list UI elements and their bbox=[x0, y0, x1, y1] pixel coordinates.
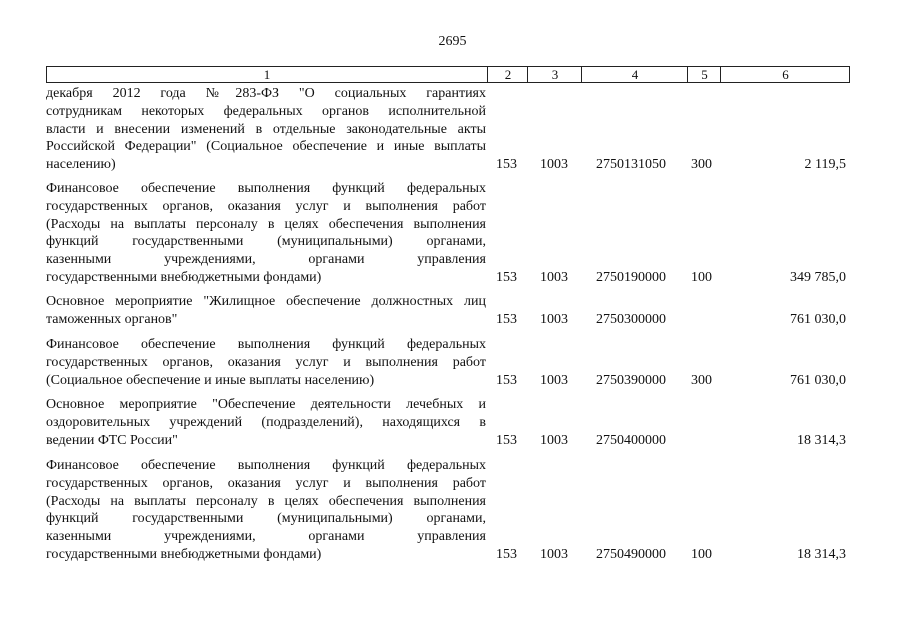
cell-col-5: 300 bbox=[691, 373, 712, 389]
cell-col-3: 1003 bbox=[540, 270, 568, 286]
description-line: (Расходы на выплаты персоналу в целях обеспечения выполнения bbox=[46, 216, 486, 232]
cell-col-4: 2750400000 bbox=[596, 433, 666, 449]
cell-col-5: 300 bbox=[691, 157, 712, 173]
table-row bbox=[46, 293, 850, 329]
description-line: таможенных органов" bbox=[46, 311, 178, 327]
description-line: ведении ФТС России" bbox=[46, 432, 178, 448]
cell-col-3: 1003 bbox=[540, 157, 568, 173]
cell-col-4: 2750300000 bbox=[596, 312, 666, 328]
row-description bbox=[46, 293, 486, 329]
cell-col-5: 100 bbox=[691, 547, 712, 563]
description-line: казенными учреждениями, органами управления bbox=[46, 529, 486, 545]
description-line: государственных органов, оказания услуг и выполнения работ bbox=[46, 475, 486, 491]
header-col-3: 3 bbox=[527, 67, 582, 82]
description-line: Российской Федерации" (Социальное обеспечение и иные выплаты bbox=[46, 139, 486, 155]
cell-col-2: 153 bbox=[496, 433, 517, 449]
table-row bbox=[46, 336, 850, 390]
page-number: 2695 bbox=[438, 34, 467, 49]
description-line: государственных органов, оказания услуг и выполнения работ bbox=[46, 198, 486, 214]
cell-col-4: 2750490000 bbox=[596, 547, 666, 563]
table-row bbox=[46, 396, 850, 450]
description-line: Основное мероприятие "Жилищное обеспечение должностных лиц bbox=[46, 294, 486, 309]
description-line: государственных органов, оказания услуг и выполнения работ bbox=[46, 354, 486, 370]
table-row bbox=[46, 457, 850, 564]
cell-col-6: 761 030,0 bbox=[790, 312, 846, 328]
description-line: оздоровительных учреждений (подразделений), находящихся в bbox=[46, 414, 486, 430]
description-line: казенными учреждениями, органами управления bbox=[46, 252, 486, 268]
description-line: Финансовое обеспечение выполнения функций федеральных bbox=[46, 337, 486, 352]
header-col-4: 4 bbox=[581, 67, 688, 82]
cell-col-6: 18 314,3 bbox=[797, 547, 846, 563]
cell-col-2: 153 bbox=[496, 270, 517, 286]
cell-col-3: 1003 bbox=[540, 312, 568, 328]
header-col-1: 1 bbox=[263, 67, 271, 82]
row-description bbox=[46, 396, 486, 449]
cell-col-5: 100 bbox=[691, 270, 712, 286]
description-line: власти и внесении изменений в отдельные законодательные акты bbox=[46, 121, 486, 137]
table-header bbox=[46, 66, 850, 83]
table-row bbox=[46, 85, 850, 174]
cell-col-2: 153 bbox=[496, 547, 517, 563]
row-description bbox=[46, 180, 486, 287]
description-line: Финансовое обеспечение выполнения функций федеральных bbox=[46, 181, 486, 196]
cell-col-6: 18 314,3 bbox=[797, 433, 846, 449]
cell-col-4: 2750190000 bbox=[596, 270, 666, 286]
header-col-2: 2 bbox=[487, 67, 528, 82]
header-col-5: 5 bbox=[687, 67, 721, 82]
description-line: Основное мероприятие "Обеспечение деятельности лечебных и bbox=[46, 397, 486, 412]
description-line: государственными внебюджетными фондами) bbox=[46, 269, 322, 285]
description-line: государственными внебюджетными фондами) bbox=[46, 546, 322, 562]
row-description bbox=[46, 85, 486, 174]
description-line: функций государственными (муниципальными) органами, bbox=[46, 234, 486, 250]
cell-col-2: 153 bbox=[496, 157, 517, 173]
cell-col-6: 349 785,0 bbox=[790, 270, 846, 286]
cell-col-3: 1003 bbox=[540, 547, 568, 563]
description-line: Финансовое обеспечение выполнения функций федеральных bbox=[46, 458, 486, 473]
cell-col-3: 1003 bbox=[540, 433, 568, 449]
row-description bbox=[46, 457, 486, 564]
description-line: функций государственными (муниципальными) органами, bbox=[46, 511, 486, 527]
cell-col-6: 2 119,5 bbox=[804, 157, 846, 173]
cell-col-4: 2750390000 bbox=[596, 373, 666, 389]
cell-col-2: 153 bbox=[496, 373, 517, 389]
table-row bbox=[46, 180, 850, 287]
cell-col-4: 2750131050 bbox=[596, 157, 666, 173]
cell-col-3: 1003 bbox=[540, 373, 568, 389]
description-line: декабря 2012 года №283-ФЗ "О социальных гарантиях bbox=[46, 86, 486, 101]
description-line: (Расходы на выплаты персоналу в целях обеспечения выполнения bbox=[46, 493, 486, 509]
cell-col-6: 761 030,0 bbox=[790, 373, 846, 389]
description-line: (Социальное обеспечение и иные выплаты населению) bbox=[46, 372, 375, 388]
description-line: населению) bbox=[46, 157, 116, 173]
row-description bbox=[46, 336, 486, 389]
header-col-6: 6 bbox=[720, 67, 850, 82]
cell-col-2: 153 bbox=[496, 312, 517, 328]
description-line: сотрудникам некоторых федеральных органов исполнительной bbox=[46, 103, 486, 119]
